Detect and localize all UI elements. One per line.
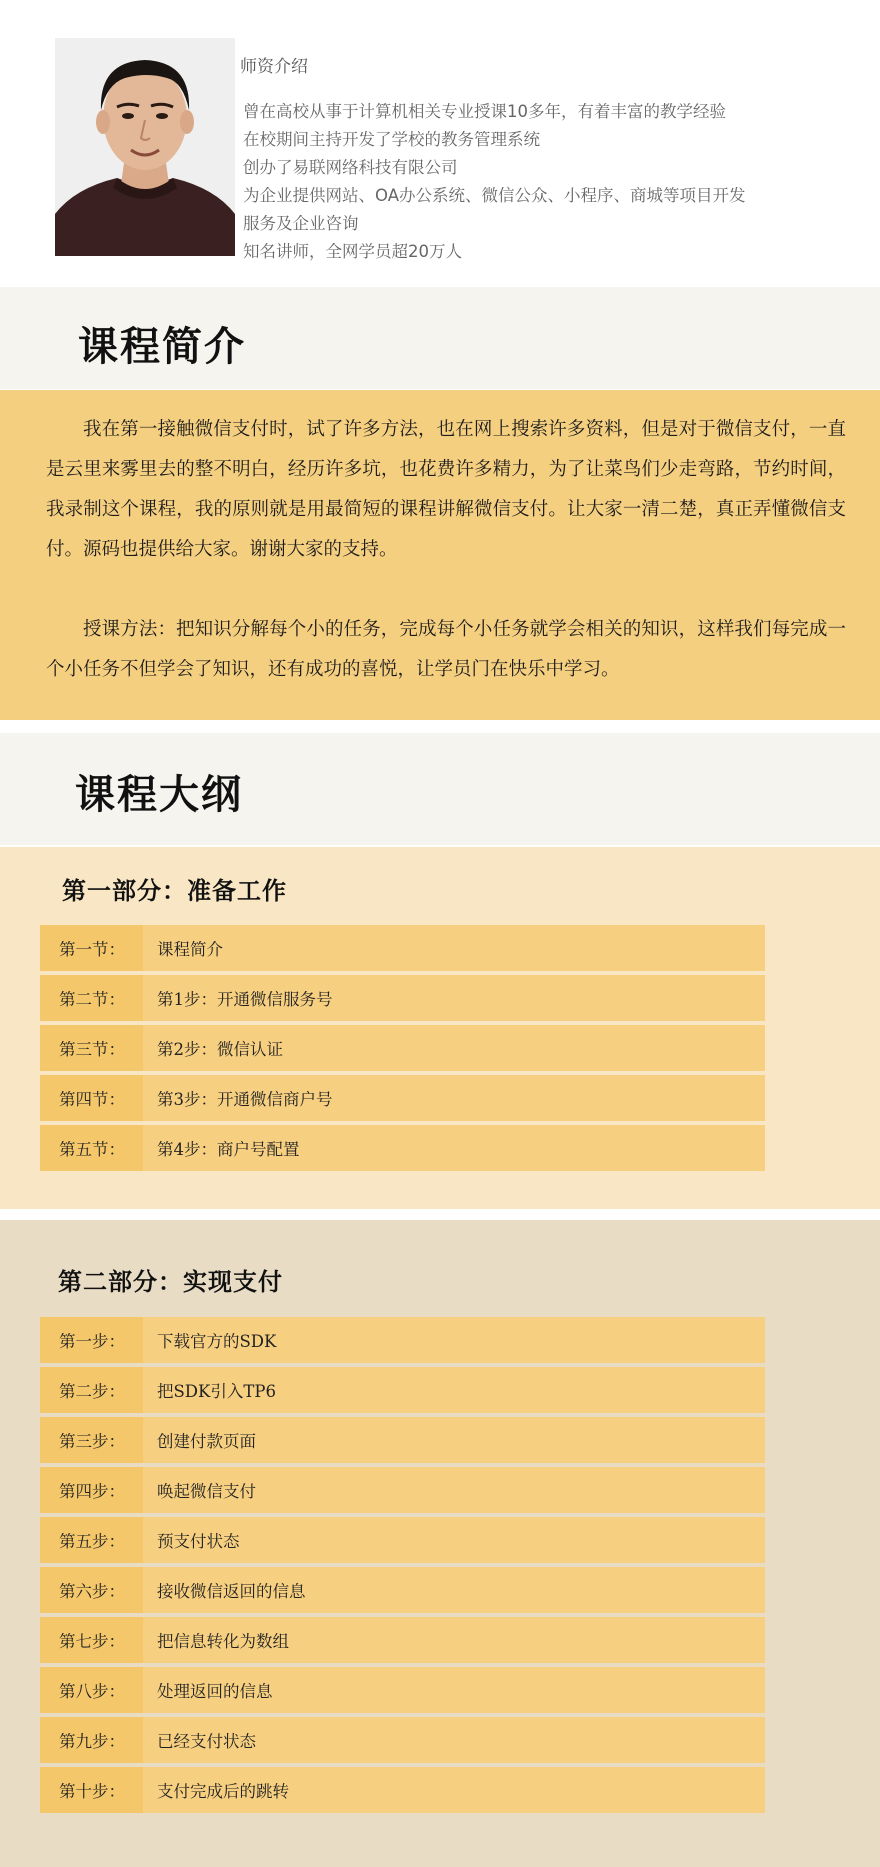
course-intro-body	[0, 390, 880, 720]
part-title: 第一部分：准备工作	[62, 877, 287, 905]
step-row[interactable]	[40, 1717, 765, 1763]
intro-paragraph: 我在第一接触微信支付时，试了许多方法，也在网上搜索许多资料，但是对于微信支付，一直是云里来雾里去的整不明白，经历许多坑，也花费许多精力，为了让菜鸟们少走弯路，节约时间，我录制这个课程，我的原则就是用最简短的课程讲解微信支付。让大家一清二楚，真正弄懂微信支付。源码也提供给大家。谢谢大家的支持。	[46, 419, 846, 560]
lesson-row[interactable]	[40, 975, 765, 1021]
step-row[interactable]	[40, 1667, 765, 1713]
course-intro-header	[0, 287, 880, 389]
intro-paragraph: 授课方法：把知识分解每个小的任务，完成每个小任务就学会相关的知识，这样我们每完成一个小任务不但学会了知识，还有成功的喜悦，让学员门在快乐中学习。	[46, 619, 846, 680]
lesson-row[interactable]	[40, 1125, 765, 1171]
step-number: 第十步：	[40, 1767, 143, 1813]
teacher-bio-line: 为企业提供网站、OA办公系统、微信公众、小程序、商城等项目开发	[243, 186, 746, 205]
step-row[interactable]	[40, 1417, 765, 1463]
teacher-portrait-image	[55, 38, 235, 256]
lesson-list	[40, 925, 765, 1175]
lesson-row[interactable]	[40, 1025, 765, 1071]
step-title: 支付完成后的跳转	[157, 1782, 289, 1801]
step-number: 第九步：	[40, 1717, 143, 1763]
lesson-number: 第二节：	[40, 975, 143, 1021]
lesson-number: 第五节：	[40, 1125, 143, 1171]
outline-part-2	[0, 1220, 880, 1867]
step-number: 第一步：	[40, 1317, 143, 1363]
step-row[interactable]	[40, 1617, 765, 1663]
step-number: 第四步：	[40, 1467, 143, 1513]
lesson-row[interactable]	[40, 925, 765, 971]
teacher-bio-line: 在校期间主持开发了学校的教务管理系统	[243, 130, 540, 149]
step-row[interactable]	[40, 1767, 765, 1813]
step-number: 第五步：	[40, 1517, 143, 1563]
teacher-section	[0, 0, 880, 285]
step-number: 第八步：	[40, 1667, 143, 1713]
lesson-row[interactable]	[40, 1075, 765, 1121]
lesson-number: 第四节：	[40, 1075, 143, 1121]
teacher-photo	[55, 38, 235, 256]
course-intro-heading: 课程简介	[78, 323, 246, 370]
teacher-title: 师资介绍	[240, 57, 308, 77]
step-title: 创建付款页面	[157, 1432, 256, 1451]
lesson-title: 第4步：商户号配置	[157, 1140, 300, 1159]
teacher-bio-line: 知名讲师，全网学员超20万人	[243, 242, 462, 261]
lesson-number: 第一节：	[40, 925, 143, 971]
step-number: 第七步：	[40, 1617, 143, 1663]
step-number: 第三步：	[40, 1417, 143, 1463]
step-title: 下载官方的SDK	[157, 1332, 277, 1351]
lesson-number: 第三节：	[40, 1025, 143, 1071]
teacher-bio-line: 服务及企业咨询	[243, 214, 359, 233]
step-title: 唤起微信支付	[157, 1482, 256, 1501]
teacher-bio-line: 曾在高校从事于计算机相关专业授课10多年，有着丰富的教学经验	[243, 102, 726, 121]
course-outline-header	[0, 733, 880, 845]
step-title: 把SDK引入TP6	[157, 1382, 276, 1401]
step-row[interactable]	[40, 1317, 765, 1363]
part-title: 第二部分：实现支付	[58, 1268, 283, 1296]
lesson-title: 第1步：开通微信服务号	[157, 990, 333, 1009]
step-list	[40, 1317, 765, 1817]
step-row[interactable]	[40, 1467, 765, 1513]
step-title: 把信息转化为数组	[157, 1632, 289, 1651]
step-title: 处理返回的信息	[157, 1682, 273, 1701]
lesson-title: 课程简介	[157, 940, 223, 959]
lesson-title: 第2步：微信认证	[157, 1040, 283, 1059]
step-row[interactable]	[40, 1367, 765, 1413]
course-outline-heading: 课程大纲	[75, 771, 243, 818]
outline-part-1	[0, 847, 880, 1209]
step-number: 第六步：	[40, 1567, 143, 1613]
step-row[interactable]	[40, 1567, 765, 1613]
teacher-bio-list	[243, 98, 863, 266]
lesson-title: 第3步：开通微信商户号	[157, 1090, 333, 1109]
step-title: 接收微信返回的信息	[157, 1582, 306, 1601]
step-title: 已经支付状态	[157, 1732, 256, 1751]
step-number: 第二步：	[40, 1367, 143, 1413]
step-row[interactable]	[40, 1517, 765, 1563]
step-title: 预支付状态	[157, 1532, 240, 1551]
teacher-bio-line: 创办了易联网络科技有限公司	[243, 158, 458, 177]
